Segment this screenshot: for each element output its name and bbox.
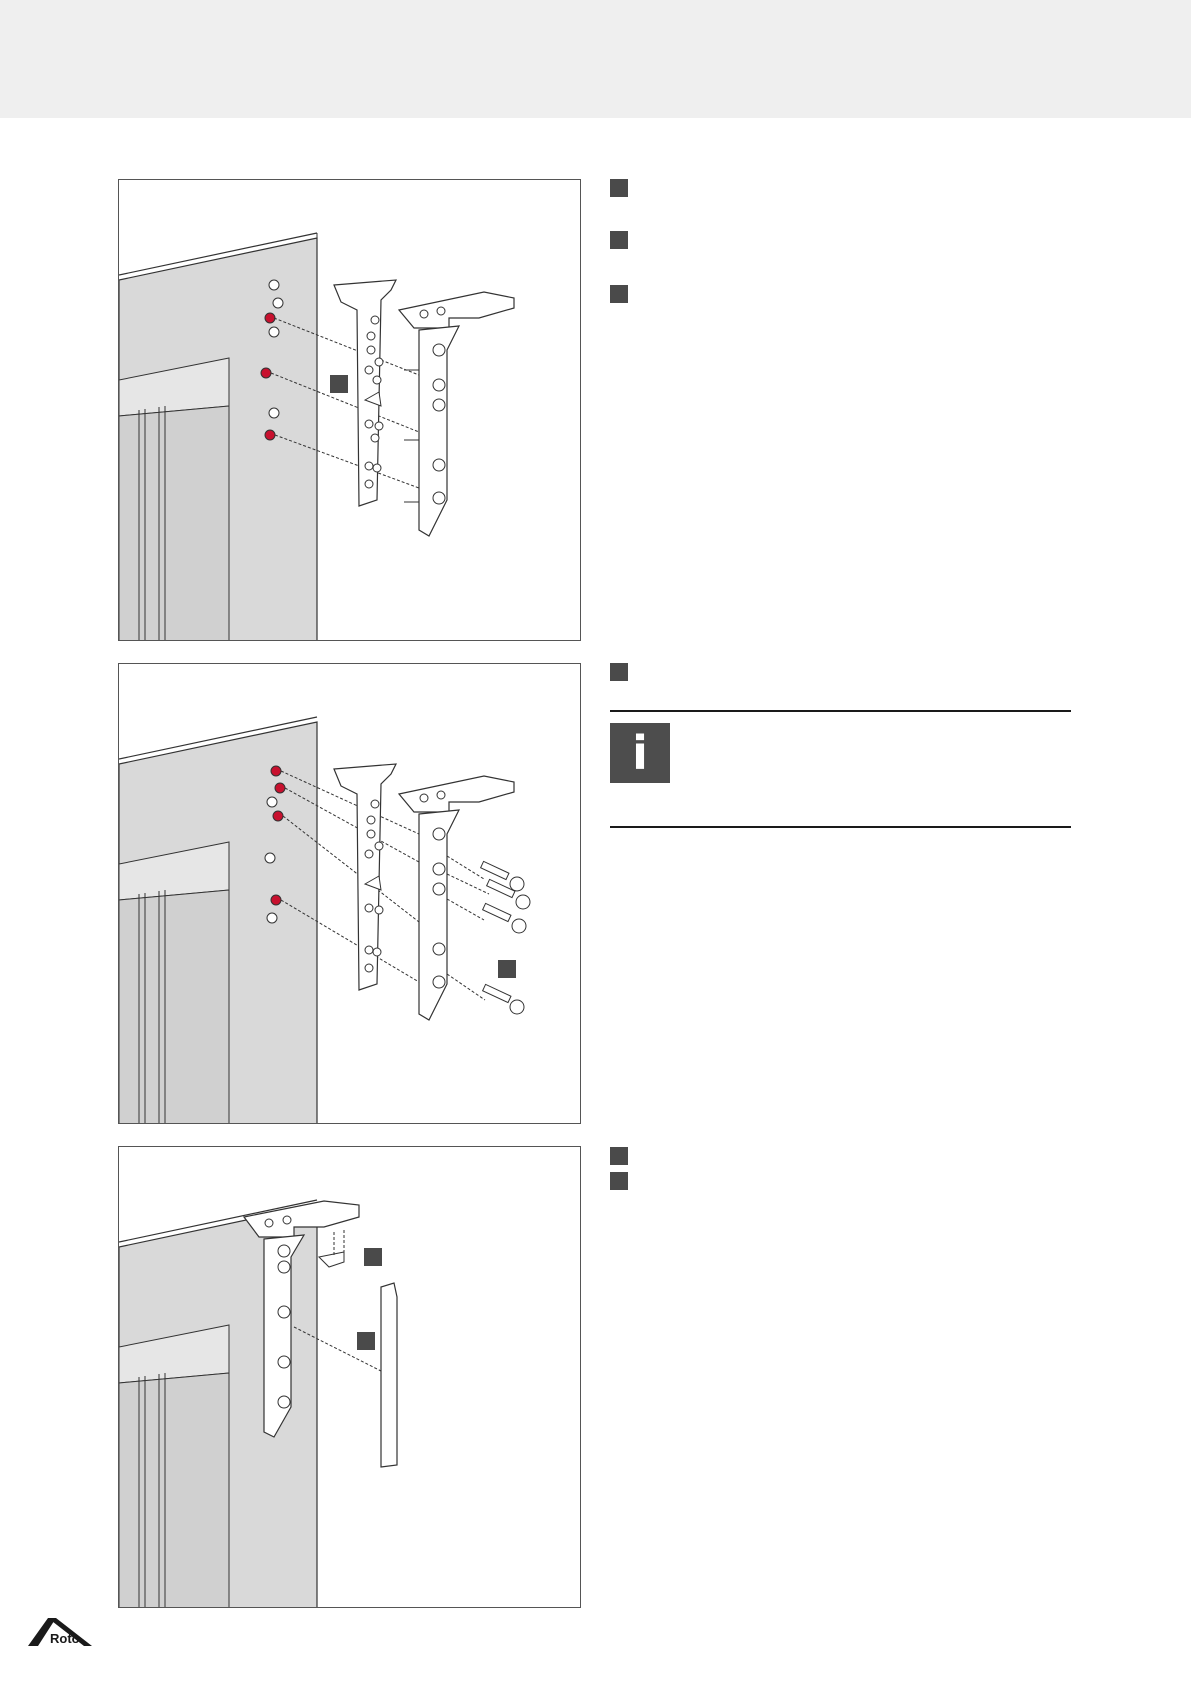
bracket-screwing-illustration bbox=[119, 664, 581, 1124]
callout-marker bbox=[364, 1248, 382, 1266]
illustration-panel-2 bbox=[118, 663, 581, 1124]
illustration-panel-3 bbox=[118, 1146, 581, 1608]
step-marker bbox=[610, 285, 628, 303]
info-top-rule bbox=[610, 710, 1071, 712]
info-bottom-rule bbox=[610, 826, 1071, 828]
step-marker bbox=[610, 663, 628, 681]
step-marker bbox=[610, 231, 628, 249]
step-marker bbox=[610, 1172, 628, 1190]
callout-marker bbox=[357, 1332, 375, 1350]
step-marker bbox=[610, 179, 628, 197]
logo-text: Roto bbox=[50, 1631, 80, 1646]
info-icon: i bbox=[610, 723, 670, 783]
header-band bbox=[0, 0, 1191, 118]
illustration-panel-1 bbox=[118, 179, 581, 641]
callout-marker bbox=[330, 375, 348, 393]
step-marker bbox=[610, 1147, 628, 1165]
callout-marker bbox=[498, 960, 516, 978]
cover-cap-illustration bbox=[119, 1147, 581, 1608]
bracket-mounting-illustration-1 bbox=[119, 180, 581, 641]
